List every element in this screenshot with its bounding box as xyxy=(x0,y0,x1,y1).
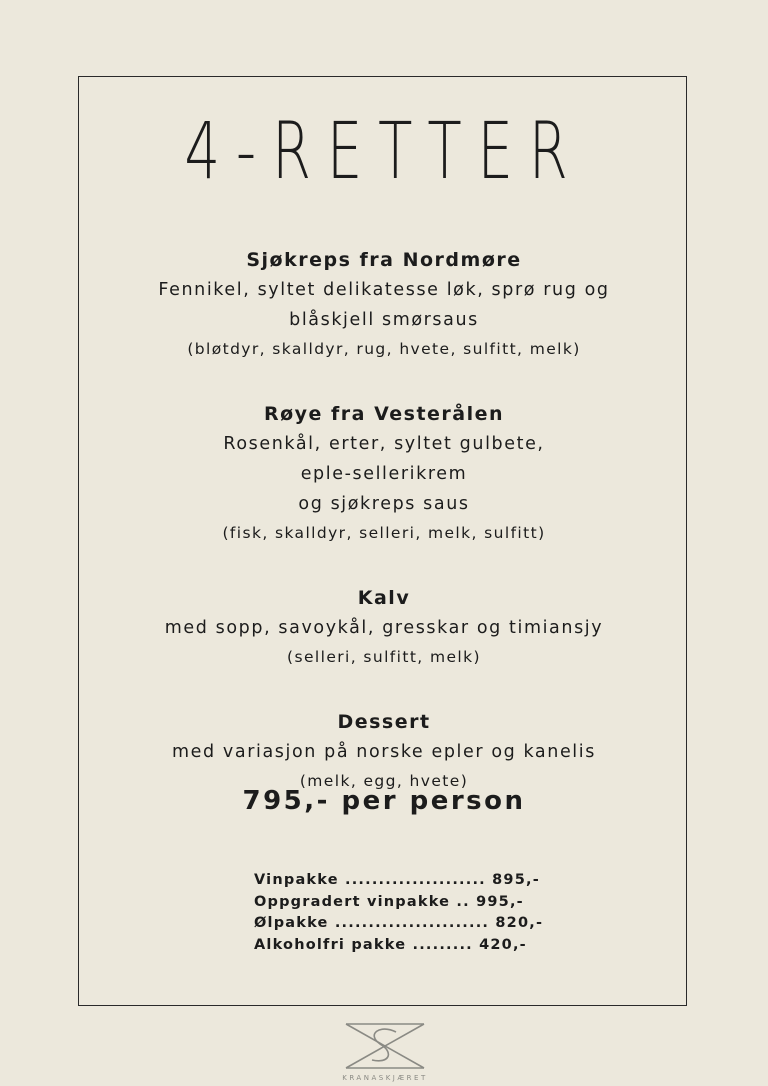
course-name: Sjøkreps fra Nordmøre xyxy=(246,249,522,271)
course-1 xyxy=(0,245,768,363)
course-2 xyxy=(0,399,768,547)
restaurant-logo xyxy=(340,1020,430,1086)
drink-packages xyxy=(254,870,544,956)
package-item: Alkoholfri pakke ......... 420,- xyxy=(254,936,527,953)
course-allergens: (bløtdyr, skalldyr, rug, hvete, sulfitt, melk) xyxy=(187,340,581,358)
logo-wordmark: KRANASKJÆRET xyxy=(342,1074,428,1082)
logo-mark-icon xyxy=(340,1020,430,1072)
course-desc-line: og sjøkreps saus xyxy=(298,494,470,514)
menu-title: 4-RETTER xyxy=(184,107,584,197)
course-desc-line: eple-sellerikrem xyxy=(300,464,468,484)
package-item: Vinpakke ..................... 895,- xyxy=(254,872,540,888)
course-3 xyxy=(0,583,768,671)
package-item: Ølpakke ....................... 820,- xyxy=(254,915,544,931)
course-name: Røye fra Vesterålen xyxy=(263,403,505,425)
course-allergens: (fisk, skalldyr, selleri, melk, sulfitt) xyxy=(222,524,546,542)
course-desc-line: med sopp, savoykål, gresskar og timiansjy xyxy=(164,618,604,638)
course-allergens: (selleri, sulfitt, melk) xyxy=(287,648,481,666)
price-per-person: 795,- per person xyxy=(242,786,526,816)
course-4 xyxy=(0,707,768,795)
course-name: Kalv xyxy=(357,587,411,609)
course-desc-line: Rosenkål, erter, syltet gulbete, xyxy=(223,434,545,454)
course-desc-line: blåskjell smørsaus xyxy=(289,310,479,330)
course-desc-line: med variasjon på norske epler og kanelis xyxy=(172,742,596,762)
course-name: Dessert xyxy=(337,711,431,733)
course-allergens: (melk, egg, hvete) xyxy=(299,772,469,790)
course-desc-line: Fennikel, syltet delikatesse løk, sprø rug og xyxy=(158,280,610,300)
package-item: Oppgradert vinpakke .. 995,- xyxy=(254,893,524,910)
